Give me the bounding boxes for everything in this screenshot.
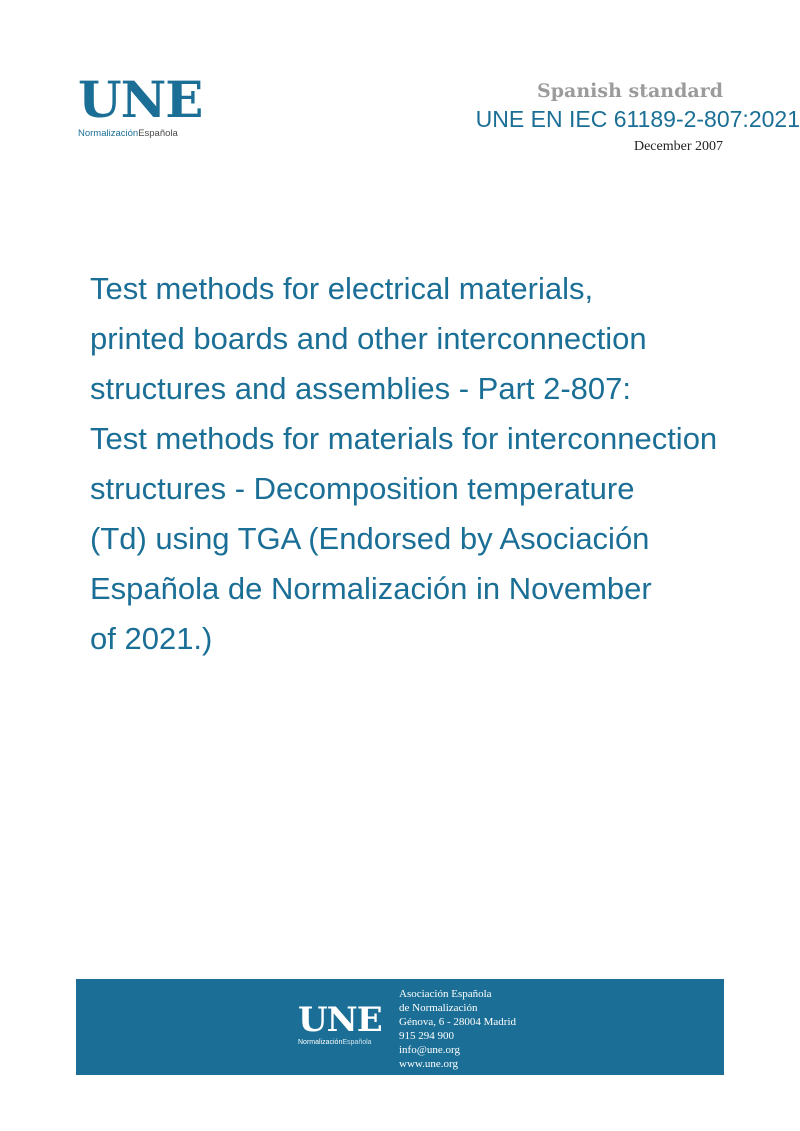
- footer-logo-tagline-b: Española: [342, 1039, 372, 1046]
- org-name-line1: Asociación Española: [399, 988, 492, 1000]
- footer-banner: [76, 979, 724, 1075]
- logo-wordmark: UNE: [78, 70, 203, 129]
- footer-contact: [399, 987, 516, 1071]
- standard-code: UNE EN IEC 61189-2-807:2021: [475, 106, 800, 132]
- org-website[interactable]: www.une.org: [399, 1058, 458, 1070]
- logo-tagline-b: Española: [138, 128, 178, 139]
- title-line: printed boards and other interconnection: [90, 321, 647, 356]
- title-line: Española de Normalización in November: [90, 571, 652, 606]
- title-line: Test methods for electrical materials,: [90, 271, 594, 306]
- footer-logo-tagline: [298, 1039, 382, 1046]
- standard-kind: Spanish standard: [537, 80, 723, 102]
- org-email[interactable]: info@une.org: [399, 1044, 460, 1056]
- logo-tagline-a: Normalización: [78, 128, 139, 139]
- une-logo: [78, 70, 203, 139]
- org-address: Génova, 6 - 28004 Madrid: [399, 1016, 517, 1028]
- title-line: structures - Decomposition temperature: [90, 471, 635, 506]
- title-line: structures and assemblies - Part 2-807:: [90, 371, 632, 406]
- title-line: Test methods for materials for interconnection: [90, 421, 718, 456]
- title-line: of 2021.): [90, 621, 213, 656]
- footer-logo-wordmark: UNE: [298, 1000, 382, 1040]
- title-line: (Td) using TGA (Endorsed by Asociación: [90, 521, 650, 556]
- standard-date: December 2007: [633, 139, 723, 154]
- org-phone: 915 294 900: [399, 1030, 454, 1042]
- footer-logo: [298, 1000, 382, 1046]
- document-title: [90, 264, 780, 664]
- logo-tagline: [78, 128, 202, 139]
- footer-logo-tagline-a: Normalización: [298, 1039, 343, 1046]
- standard-header: [475, 78, 800, 158]
- org-name-line2: de Normalización: [399, 1002, 478, 1014]
